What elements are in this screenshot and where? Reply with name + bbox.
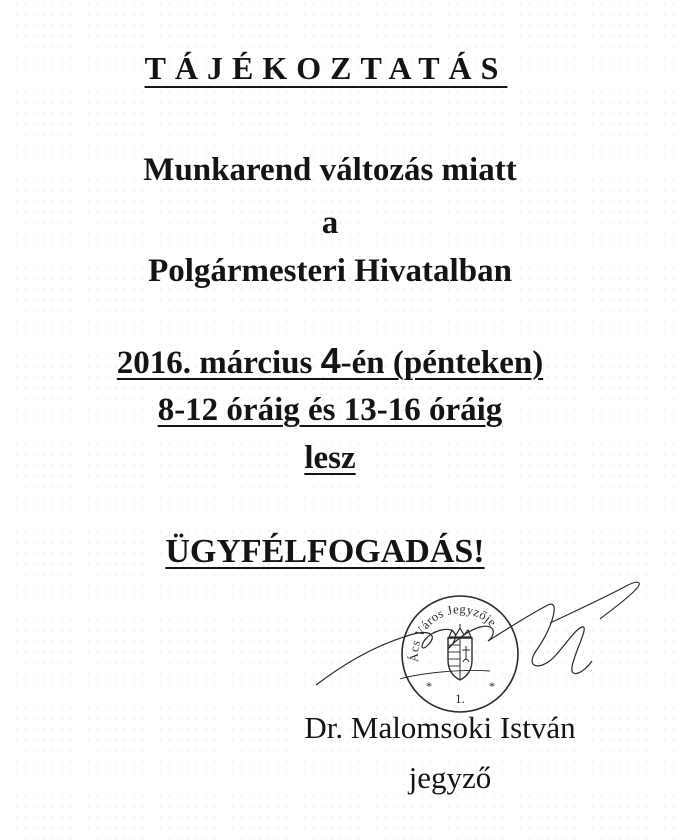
date-prefix: 2016. március [116,345,321,381]
document-title: TÁJÉKOZTATÁS [144,50,508,86]
stamp-number: 1. [455,691,465,706]
notice-line-3: Polgármesteri Hivatalban [148,253,512,289]
hours-line: 8-12 óráig és 13-16 óráig [157,392,503,428]
date-line [60,340,600,382]
signature-mark [310,575,660,695]
lesz-line: lesz [304,440,356,476]
stamp-star-right: * [489,679,495,693]
date-suffix: -én (pénteken) [340,345,544,381]
stamp-star-left: * [426,679,432,693]
signatory-name: Dr. Malomsoki István [304,710,576,745]
stamp-text: Ács Város Jegyzője [406,602,500,663]
emphasis-heading: ÜGYFÉLFOGADÁS! [165,533,485,570]
signatory-title: jegyző [408,760,492,795]
notice-line-1: Munkarend változás miatt [143,152,517,188]
notice-line-2: a [321,205,339,241]
date-day: 4 [320,340,341,381]
